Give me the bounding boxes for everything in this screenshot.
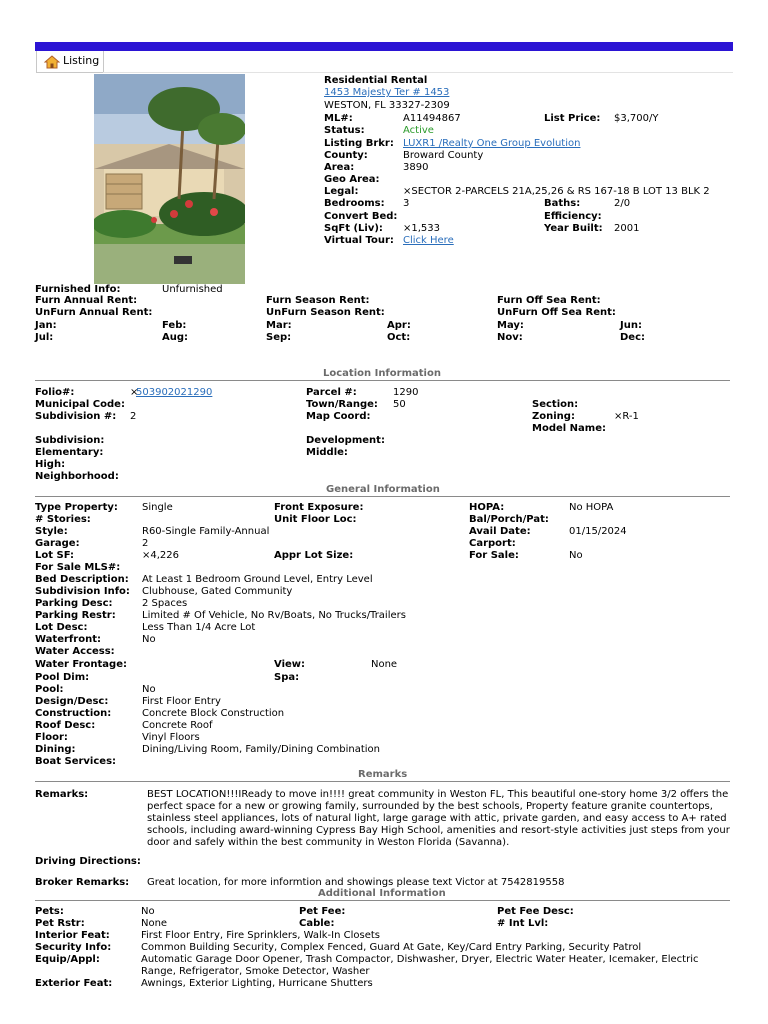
pet-rstr-label: Pet Rstr: — [35, 918, 85, 929]
month-oct: Oct: — [387, 332, 411, 343]
area-label: Area: — [324, 162, 355, 173]
sqft-value: ×1,533 — [403, 223, 441, 234]
general-row-value: Concrete Roof — [142, 720, 213, 731]
month-sep: Sep: — [266, 332, 292, 343]
development-label: Development: — [306, 435, 385, 446]
general-row-label: For Sale MLS#: — [35, 562, 121, 573]
zoning-value: ×R-1 — [614, 411, 639, 422]
general-divider — [35, 496, 730, 497]
sqft-label: SqFt (Liv): — [324, 223, 383, 234]
general-row-value: Vinyl Floors — [142, 732, 200, 743]
remarks-label: Remarks: — [35, 789, 89, 800]
general-row-label: Water Frontage: — [35, 659, 127, 670]
legal-label: Legal: — [324, 186, 359, 197]
folio-label: Folio#: — [35, 387, 75, 398]
high-label: High: — [35, 459, 66, 470]
driving-directions-label: Driving Directions: — [35, 856, 141, 867]
general-row-label: Boat Services: — [35, 756, 117, 767]
general-row-label: Design/Desc: — [35, 696, 109, 707]
general-row-value: Less Than 1/4 Acre Lot — [142, 622, 256, 633]
front-exposure-label: Front Exposure: — [274, 502, 364, 513]
general-row-label: Style: — [35, 526, 68, 537]
general-row-value: Concrete Block Construction — [142, 708, 285, 719]
virtual-tour-link[interactable]: Click Here — [403, 235, 454, 246]
unfurn-off-sea-label: UnFurn Off Sea Rent: — [497, 307, 616, 318]
middle-label: Middle: — [306, 447, 348, 458]
property-photo[interactable] — [94, 74, 245, 284]
subdivision-no-label: Subdivision #: — [35, 411, 117, 422]
subdivision-label: Subdivision: — [35, 435, 105, 446]
additional-section-title: Additional Information — [318, 888, 446, 899]
county-label: County: — [324, 150, 368, 161]
month-aug: Aug: — [162, 332, 189, 343]
broker-remarks-value: Great location, for more informtion and showings please text Victor at 7542819558 — [147, 877, 565, 888]
unfurn-annual-label: UnFurn Annual Rent: — [35, 307, 153, 318]
general-section-title: General Information — [326, 484, 440, 495]
hopa-label: HOPA: — [469, 502, 505, 513]
furnished-info-value: Unfurnished — [162, 284, 223, 295]
general-row-value: 2 — [142, 538, 149, 549]
unit-floor-label: Unit Floor Loc: — [274, 514, 357, 525]
bedrooms-label: Bedrooms: — [324, 198, 385, 209]
bal-porch-label: Bal/Porch/Pat: — [469, 514, 549, 525]
month-dec: Dec: — [620, 332, 646, 343]
month-may: May: — [497, 320, 524, 331]
general-row-value: At Least 1 Bedroom Ground Level, Entry Level — [142, 574, 373, 585]
status-label: Status: — [324, 125, 365, 136]
list-price-label: List Price: — [544, 113, 601, 124]
interior-feat-value: First Floor Entry, Fire Sprinklers, Walk-In Closets — [141, 930, 380, 941]
pet-rstr-value: None — [141, 918, 168, 929]
pet-fee-label: Pet Fee: — [299, 906, 346, 917]
address-link[interactable]: 1453 Majesty Ter # 1453 — [324, 87, 450, 98]
county-value: Broward County — [403, 150, 484, 161]
general-row-value: First Floor Entry — [142, 696, 221, 707]
folio-prefix: × — [130, 387, 139, 398]
month-feb: Feb: — [162, 320, 187, 331]
map-coord-label: Map Coord: — [306, 411, 371, 422]
section-label: Section: — [532, 399, 579, 410]
view-label: View: — [274, 659, 306, 670]
unfurn-season-label: UnFurn Season Rent: — [266, 307, 385, 318]
general-row-value: Limited # Of Vehicle, No Rv/Boats, No Trucks/Trailers — [142, 610, 406, 621]
location-divider — [35, 380, 730, 381]
general-row-label: Parking Desc: — [35, 598, 113, 609]
avail-date-value: 01/15/2024 — [569, 526, 627, 537]
year-built-label: Year Built: — [544, 223, 603, 234]
general-row-value: 2 Spaces — [142, 598, 188, 609]
month-mar: Mar: — [266, 320, 292, 331]
equip-appl-value: Automatic Garage Door Opener, Trash Compactor, Dishwasher, Dryer, Electric Water Heater, Icemaker, Electric Range, Refrigerator, Smoke Detector, Washer — [141, 954, 699, 977]
month-apr: Apr: — [387, 320, 411, 331]
zoning-label: Zoning: — [532, 411, 575, 422]
furnished-info-label: Furnished Info: — [35, 284, 121, 295]
general-row-label: Water Access: — [35, 646, 115, 657]
baths-label: Baths: — [544, 198, 581, 209]
general-row-label: Roof Desc: — [35, 720, 96, 731]
general-row-label: Construction: — [35, 708, 112, 719]
neighborhood-label: Neighborhood: — [35, 471, 119, 482]
general-row-label: Parking Restr: — [35, 610, 116, 621]
int-lvl-label: # Int Lvl: — [497, 918, 549, 929]
general-row-label: Pool Dim: — [35, 672, 90, 683]
furn-annual-label: Furn Annual Rent: — [35, 295, 138, 306]
exterior-feat-value: Awnings, Exterior Lighting, Hurricane Shutters — [141, 978, 373, 989]
legal-value: ×SECTOR 2-PARCELS 21A,25,26 & RS 167-18 B LOT 13 BLK 2 — [403, 186, 710, 197]
remarks-divider — [35, 781, 730, 782]
remarks-section-title: Remarks — [358, 769, 408, 780]
pets-label: Pets: — [35, 906, 64, 917]
view-value: None — [371, 659, 398, 670]
tab-divider — [103, 72, 733, 73]
listing-brkr-label: Listing Brkr: — [324, 138, 394, 149]
month-nov: Nov: — [497, 332, 523, 343]
general-row-label: Bed Description: — [35, 574, 129, 585]
subdivision-no-value: 2 — [130, 411, 137, 422]
geo-area-label: Geo Area: — [324, 174, 380, 185]
ml-value: A11494867 — [403, 113, 461, 124]
general-row-label: Floor: — [35, 732, 68, 743]
property-type: Residential Rental — [324, 75, 428, 86]
convert-bed-label: Convert Bed: — [324, 211, 398, 222]
cable-label: Cable: — [299, 918, 335, 929]
general-row-label: Lot SF: — [35, 550, 74, 561]
virtual-tour-label: Virtual Tour: — [324, 235, 394, 246]
month-jun: Jun: — [620, 320, 642, 331]
municipal-code-label: Municipal Code: — [35, 399, 125, 410]
general-row-value: No — [142, 684, 156, 695]
general-row-label: Lot Desc: — [35, 622, 88, 633]
general-row-label: Subdivision Info: — [35, 586, 130, 597]
additional-divider — [35, 900, 730, 901]
avail-date-label: Avail Date: — [469, 526, 531, 537]
folio-link[interactable]: 503902021290 — [136, 387, 213, 398]
location-section-title: Location Information — [323, 368, 441, 379]
baths-value: 2/0 — [614, 198, 631, 209]
broker-remarks-label: Broker Remarks: — [35, 877, 130, 888]
general-row-label: Dining: — [35, 744, 76, 755]
furn-off-sea-label: Furn Off Sea Rent: — [497, 295, 601, 306]
header-accent-bar — [35, 42, 733, 51]
pet-fee-desc-label: Pet Fee Desc: — [497, 906, 574, 917]
tab-listing[interactable] — [36, 51, 104, 73]
equip-appl-label: Equip/Appl: — [35, 954, 100, 965]
status-value: Active — [403, 125, 434, 136]
spa-label: Spa: — [274, 672, 300, 683]
general-row-label: Waterfront: — [35, 634, 101, 645]
month-jan: Jan: — [35, 320, 57, 331]
home-icon — [44, 55, 60, 73]
elementary-label: Elementary: — [35, 447, 104, 458]
tab-label: Listing — [63, 54, 100, 67]
area-value: 3890 — [403, 162, 429, 173]
town-range-label: Town/Range: — [306, 399, 378, 410]
parcel-value: 1290 — [393, 387, 419, 398]
general-row-value: R60-Single Family-Annual — [142, 526, 270, 537]
furn-season-label: Furn Season Rent: — [266, 295, 370, 306]
remarks-text: BEST LOCATION!!!IReady to move in!!!! great community in Weston FL, This beautiful one-story home 3/2 offers the perfect space for a new or growing family, surrounded by the best schools, Property feature granite countertops, stainless steel appliances, lots of natural light, large garage with attic, private garden, and easy access to A+ rated schools, including award-winning Cypress Bay High School, amenities and resort-style activities just steps from your door and safely within the best community in Weston Florida (Savanna). — [147, 789, 730, 848]
town-range-value: 50 — [393, 399, 406, 410]
parcel-label: Parcel #: — [306, 387, 357, 398]
month-jul: Jul: — [35, 332, 54, 343]
general-row-value: No — [142, 634, 156, 645]
listing-brkr-link[interactable]: LUXR1 /Realty One Group Evolution — [403, 138, 581, 149]
hopa-value: No HOPA — [569, 502, 614, 513]
general-row-label: Pool: — [35, 684, 64, 695]
general-row-value: Dining/Living Room, Family/Dining Combination — [142, 744, 380, 755]
security-info-value: Common Building Security, Complex Fenced, Guard At Gate, Key/Card Entry Parking, Security Patrol — [141, 942, 642, 953]
ml-label: ML#: — [324, 113, 353, 124]
efficiency-label: Efficiency: — [544, 211, 602, 222]
general-row-value: ×4,226 — [142, 550, 180, 561]
general-row-value: Clubhouse, Gated Community — [142, 586, 293, 597]
general-row-value: Single — [142, 502, 173, 513]
for-sale-label: For Sale: — [469, 550, 519, 561]
bedrooms-value: 3 — [403, 198, 410, 209]
list-price-value: $3,700/Y — [614, 113, 659, 124]
exterior-feat-label: Exterior Feat: — [35, 978, 113, 989]
model-name-label: Model Name: — [532, 423, 606, 434]
appr-lot-label: Appr Lot Size: — [274, 550, 354, 561]
for-sale-value: No — [569, 550, 583, 561]
pets-value: No — [141, 906, 155, 917]
general-row-label: Garage: — [35, 538, 80, 549]
general-row-label: # Stories: — [35, 514, 91, 525]
year-built-value: 2001 — [614, 223, 640, 234]
security-info-label: Security Info: — [35, 942, 112, 953]
carport-label: Carport: — [469, 538, 516, 549]
interior-feat-label: Interior Feat: — [35, 930, 110, 941]
city-state-zip: WESTON, FL 33327-2309 — [324, 100, 450, 111]
general-row-label: Type Property: — [35, 502, 118, 513]
